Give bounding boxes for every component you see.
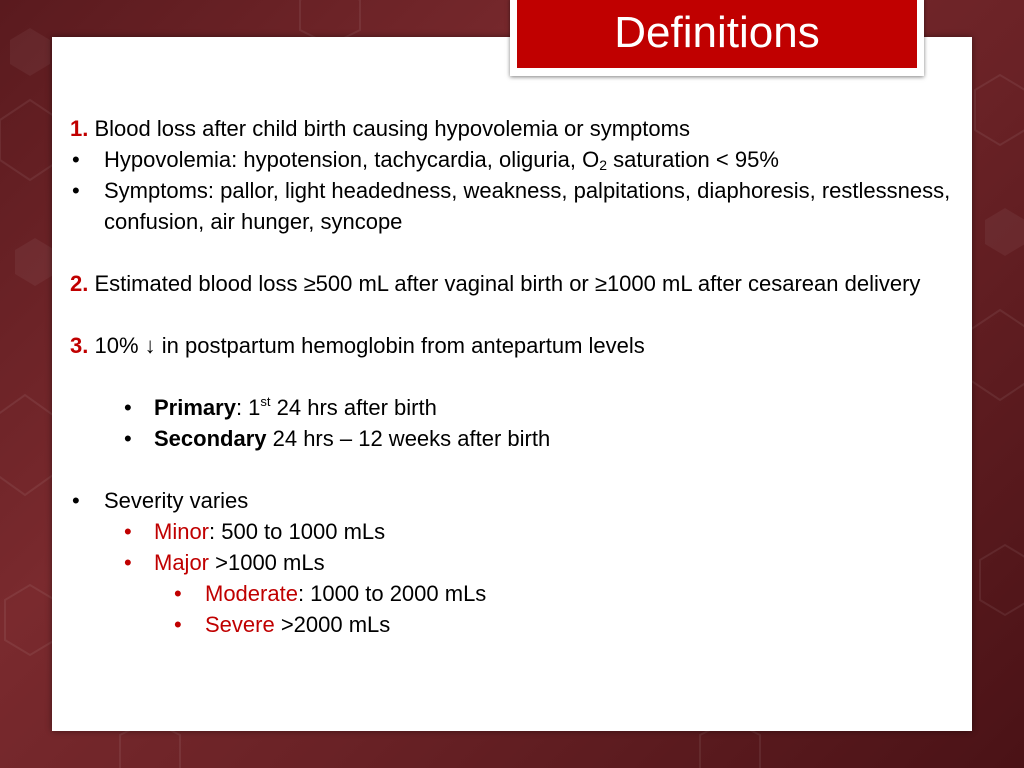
bullet-icon: • bbox=[124, 426, 132, 451]
bullet-text: : 1000 to 2000 mLs bbox=[297, 581, 487, 606]
definition-3 bbox=[70, 330, 970, 361]
spacer bbox=[70, 237, 970, 268]
definition-text: Blood loss after child birth causing hypovolemia or symptoms bbox=[88, 116, 690, 141]
definition-1 bbox=[70, 113, 970, 144]
spacer bbox=[70, 299, 970, 330]
bullet-severe bbox=[70, 609, 970, 640]
bullet-icon: • bbox=[174, 581, 182, 606]
bullet-text: Hypovolemia: hypotension, tachycardia, oliguria, O bbox=[104, 147, 600, 172]
primary-label: Primary bbox=[154, 395, 236, 420]
bullet-icon: • bbox=[124, 519, 132, 544]
definition-text: Estimated blood loss ≥500 mL after vaginal birth or ≥1000 mL after cesarean delivery bbox=[88, 271, 921, 296]
bullet-severity bbox=[70, 485, 970, 516]
bullet-major bbox=[70, 547, 970, 578]
moderate-label: Moderate bbox=[205, 581, 298, 606]
bullet-text: Symptoms: pallor, light headedness, weakness, palpitations, diaphoresis, restlessness, confusion, air hunger, syncope bbox=[104, 178, 951, 234]
superscript: st bbox=[260, 394, 271, 409]
subscript: 2 bbox=[599, 157, 608, 173]
bullet-text: >1000 mLs bbox=[209, 550, 325, 575]
bullet-text: Severity varies bbox=[104, 488, 249, 513]
bullet-text: saturation < 95% bbox=[607, 147, 779, 172]
title-banner bbox=[517, 0, 917, 68]
bullet-moderate bbox=[70, 578, 970, 609]
bullet-text: >2000 mLs bbox=[274, 612, 391, 637]
bullet-icon: • bbox=[174, 612, 182, 637]
bullet-symptoms bbox=[70, 175, 970, 237]
slide-body bbox=[70, 113, 970, 640]
bullet-icon: • bbox=[72, 488, 80, 513]
bullet-hypovolemia bbox=[70, 144, 970, 175]
definition-text: 10% bbox=[88, 333, 145, 358]
bullet-secondary bbox=[70, 423, 970, 454]
bullet-text: 24 hrs after birth bbox=[270, 395, 437, 420]
minor-label: Minor bbox=[154, 519, 210, 544]
bullet-primary bbox=[70, 392, 970, 423]
bullet-text: 24 hrs – 12 weeks after birth bbox=[266, 426, 551, 451]
bullet-minor bbox=[70, 516, 970, 547]
bullet-text: : 500 to 1000 mLs bbox=[209, 519, 386, 544]
slide-title: Definitions bbox=[614, 8, 820, 57]
title-box bbox=[510, 0, 924, 76]
secondary-label: Secondary bbox=[154, 426, 267, 451]
bullet-icon: • bbox=[72, 147, 80, 172]
definition-number: 3. bbox=[70, 333, 89, 358]
definition-text: in postpartum hemoglobin from antepartum levels bbox=[155, 333, 645, 358]
bullet-icon: • bbox=[72, 178, 80, 203]
definition-number: 2. bbox=[70, 271, 89, 296]
severe-label: Severe bbox=[205, 612, 275, 637]
spacer bbox=[70, 361, 970, 392]
bullet-icon: • bbox=[124, 550, 132, 575]
definition-number: 1. bbox=[70, 116, 89, 141]
bullet-text: : 1 bbox=[235, 395, 261, 420]
spacer bbox=[70, 454, 970, 485]
definition-2 bbox=[70, 268, 970, 299]
down-arrow-icon: ↓ bbox=[144, 333, 156, 358]
major-label: Major bbox=[154, 550, 210, 575]
bullet-icon: • bbox=[124, 395, 132, 420]
